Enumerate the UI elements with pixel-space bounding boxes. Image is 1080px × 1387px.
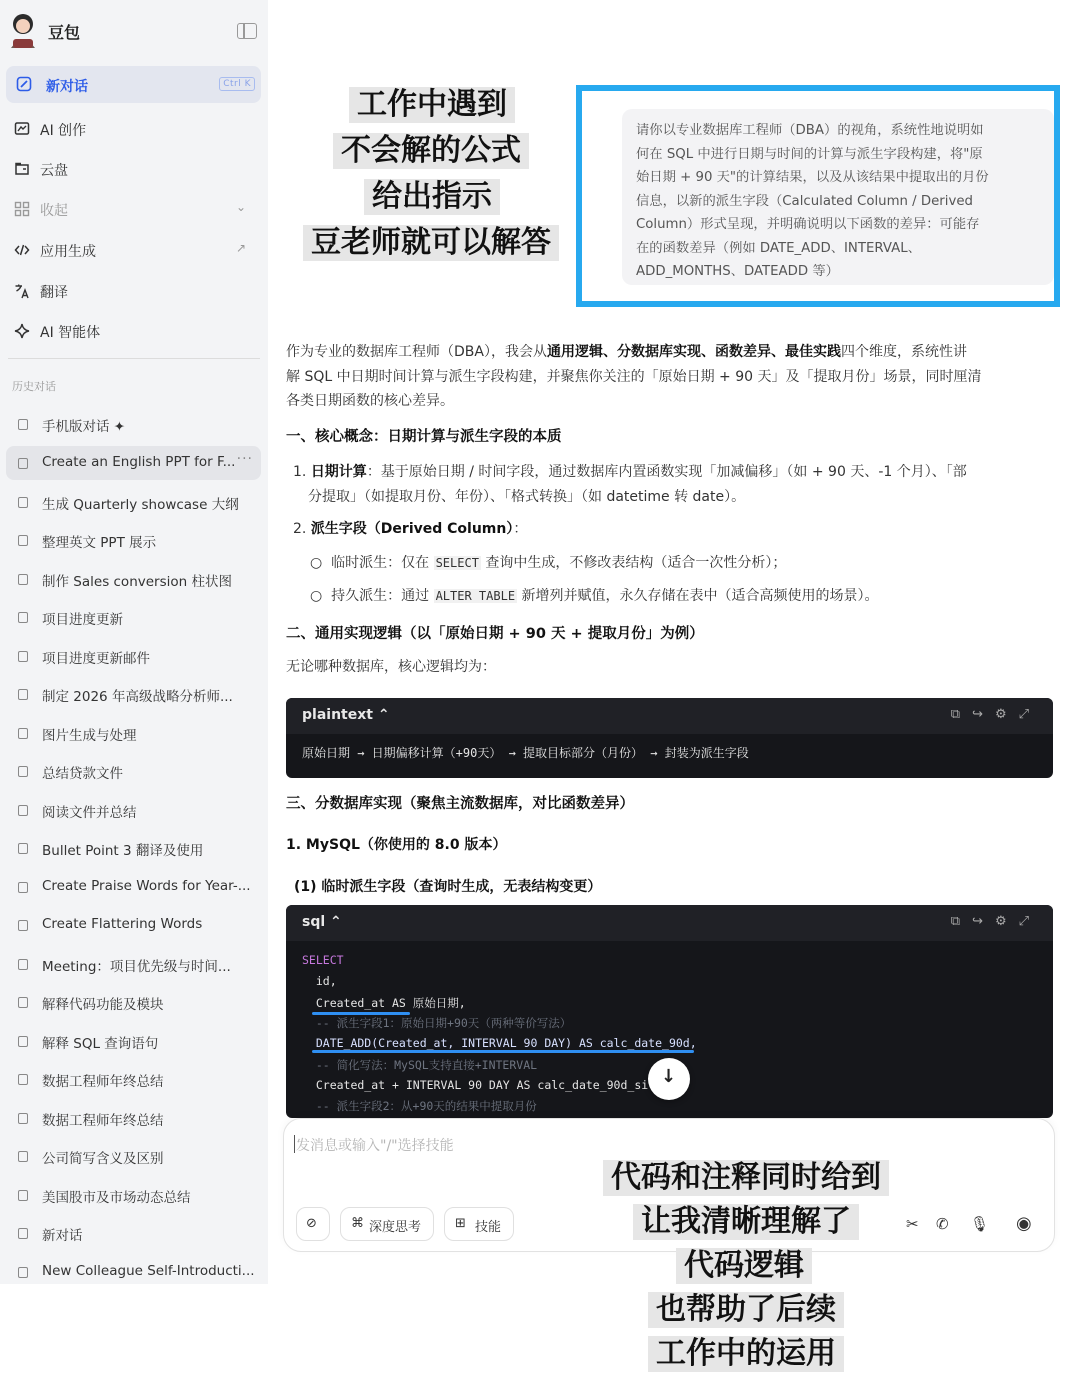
code-language[interactable]: plaintext ⌃ <box>302 707 390 723</box>
nav-label: AI 智能体 <box>40 325 101 341</box>
chat-icon <box>18 612 28 623</box>
nav-label: 云盘 <box>40 163 68 179</box>
prompt-line: ADD_MONTHS、DATEADD 等） <box>636 264 839 279</box>
code-line: 原始日期 → 日期偏移计算（+90天） → 提取目标部分（月份） → 封装为派生字段 <box>302 746 749 760</box>
history-label: 项目进度更新邮件 <box>42 651 150 667</box>
history-label: Meeting：项目优先级与时间... <box>42 959 231 975</box>
inline-code: ALTER TABLE <box>435 589 516 603</box>
ai-create-icon <box>14 121 30 137</box>
app-name: 豆包 <box>48 23 81 42</box>
overlay-caption: 代码逻辑 <box>676 1248 812 1284</box>
code-line: Created_at + INTERVAL 90 DAY AS calc_date_90d_si <box>302 1078 649 1092</box>
prompt-line: 在的函数差异（例如 DATE_ADD、INTERVAL、 <box>636 240 921 256</box>
skills-label: 技能 <box>475 1220 502 1235</box>
nav-translate[interactable] <box>0 276 268 306</box>
history-item[interactable] <box>0 1062 268 1096</box>
code-line: Created_at AS 原始日期, <box>302 996 466 1010</box>
history-label: 解释代码功能及模块 <box>42 997 164 1013</box>
inline-code: SELECT <box>435 556 479 570</box>
sidebar <box>0 0 268 1284</box>
shortcut-badge: Ctrl K <box>219 77 255 91</box>
history-item[interactable] <box>0 639 268 673</box>
history-label: Create Praise Words for Year-... <box>42 878 251 894</box>
history-item[interactable] <box>0 870 268 904</box>
skills-button[interactable] <box>444 1207 514 1241</box>
annotation-underline <box>312 1012 410 1015</box>
chat-icon <box>18 1267 28 1278</box>
overlay-caption: 工作中遇到 <box>349 87 515 123</box>
avatar[interactable] <box>8 12 38 48</box>
chat-icon <box>18 651 28 662</box>
history-label: 制作 Sales conversion 柱状图 <box>42 574 232 590</box>
history-item[interactable] <box>0 716 268 750</box>
prompt-line: 何在 SQL 中进行日期与时间的计算与派生字段构建，将"原 <box>636 146 983 162</box>
history-label: Bullet Point 3 翻译及使用 <box>42 843 204 859</box>
history-label: 图片生成与处理 <box>42 728 137 744</box>
more-icon[interactable]: ··· <box>236 451 253 467</box>
answer-intro-line: 各类日期函数的核心差异。 <box>286 393 454 409</box>
history-label: Create Flattering Words <box>42 916 203 932</box>
language-label: plaintext <box>302 707 373 723</box>
chat-icon <box>18 1074 28 1085</box>
language-label: sql <box>302 914 326 930</box>
skills-grid-icon: ⊞ <box>455 1216 466 1231</box>
annotation-underline <box>312 1050 694 1053</box>
new-chat-label: 新对话 <box>46 79 88 95</box>
nav-label: 收起 <box>40 203 68 219</box>
chat-icon <box>18 920 28 931</box>
scroll-down-button[interactable] <box>648 1058 690 1100</box>
intro-bold: 通用逻辑、分数据库实现、函数差异、最佳实践 <box>546 344 841 360</box>
history-item[interactable] <box>0 1101 268 1135</box>
edit-icon <box>16 76 32 92</box>
chat-icon <box>18 574 28 585</box>
collapse-grid-icon <box>14 201 30 217</box>
history-label: 美国股市及市场动态总结 <box>42 1190 191 1206</box>
history-item[interactable] <box>0 947 268 981</box>
chat-icon <box>18 689 28 700</box>
sub-text: 持久派生：通过 <box>331 588 434 604</box>
section-heading: 三、分数据库实现（聚焦主流数据库，对比函数差异） <box>286 796 634 812</box>
list-item-cont: 分提取」（如提取月份、年份）、「格式转换」（如 datetime 转 date）。 <box>308 489 746 505</box>
answer-intro-line: 解 SQL 中日期时间计算与派生字段构建，并聚焦你关注的「原始日期 + 90 天」及「提取月份」场景，同时厘清 <box>286 369 982 385</box>
highlight-frame <box>576 85 1060 307</box>
history-label: 阅读文件并总结 <box>42 805 137 821</box>
chat-icon <box>18 1151 28 1162</box>
code-line: SELECT <box>302 953 344 967</box>
history-item[interactable] <box>0 1216 268 1250</box>
history-item[interactable] <box>0 600 268 634</box>
code-block-header <box>286 698 1053 734</box>
attach-button[interactable] <box>296 1207 330 1241</box>
list-item: 1. 日期计算：基于原始日期 / 时间字段，通过数据库内置函数实现「加减偏移」（如 + 90 天、-1 个月）、「部 <box>293 464 967 480</box>
sub-text: 临时派生：仅在 <box>331 555 434 571</box>
nav-label: 应用生成 <box>40 244 96 260</box>
list-item: 2. 派生字段（Derived Column）： <box>293 521 528 537</box>
history-label: 项目进度更新 <box>42 612 123 628</box>
history-title: 历史对话 <box>12 380 56 393</box>
user-message <box>622 109 1054 285</box>
code-line: DATE_ADD(Created_at, INTERVAL 90 DAY) AS calc_date_90d, <box>302 1036 697 1050</box>
list-label: 派生字段（Derived Column） <box>310 521 514 537</box>
overlay-caption: 不会解的公式 <box>333 133 529 169</box>
nav-ai-create[interactable] <box>0 114 268 144</box>
code-comment: -- 派生字段1：原始日期+90天（两种等价写法） <box>302 1016 572 1030</box>
chat-icon <box>18 1228 28 1239</box>
code-line: id, <box>302 974 337 988</box>
sub-text: 查询中生成，不修改表结构（适合一次性分析）； <box>480 555 787 571</box>
deep-think-label: 深度思考 <box>369 1220 422 1235</box>
overlay-caption: 代码和注释同时给到 <box>603 1160 889 1196</box>
nav-collapse[interactable] <box>0 194 268 224</box>
sub-heading: 1. MySQL（你使用的 8.0 版本） <box>286 837 507 853</box>
history-item[interactable] <box>0 485 268 519</box>
chat-icon <box>18 728 28 739</box>
history-item[interactable] <box>0 1139 268 1173</box>
history-label: 制定 2026 年高级战略分析师... <box>42 689 233 705</box>
chat-icon <box>18 882 28 893</box>
list-label: 日期计算 <box>310 464 367 480</box>
history-item[interactable] <box>0 407 268 441</box>
divider <box>8 358 260 359</box>
code-comment: -- 派生字段2：从+90天的结果中提取月份 <box>302 1099 537 1113</box>
prompt-line: Column）形式呈现，并明确说明以下函数的差异：可能存 <box>636 217 980 232</box>
new-chat-button[interactable] <box>6 66 261 103</box>
text-caret <box>294 1135 295 1153</box>
chat-icon <box>18 419 28 430</box>
translate-icon <box>14 283 30 299</box>
history-item-active[interactable] <box>6 446 261 480</box>
overlay-caption: 豆老师就可以解答 <box>303 225 559 261</box>
chat-icon <box>18 997 28 1008</box>
history-item[interactable] <box>0 754 268 788</box>
sub-text: 新增列并赋值，永久存储在表中（适合高频使用的场景）。 <box>517 588 879 604</box>
overlay-caption: 给出指示 <box>364 179 500 215</box>
arrow-down-icon: ↓ <box>661 1066 677 1087</box>
history-label: 总结贷款文件 <box>42 766 123 782</box>
chevron-down-icon: ⌄ <box>236 200 247 214</box>
history-label: 公司简写含义及区别 <box>42 1151 164 1167</box>
sub-list-item: ○ 临时派生：仅在 SELECT 查询中生成，不修改表结构（适合一次性分析）； <box>310 555 787 571</box>
overlay-caption: 工作中的运用 <box>648 1336 844 1372</box>
phone-icon[interactable]: ✆ <box>936 1215 949 1233</box>
chat-icon <box>18 458 28 469</box>
sidebar-toggle-icon[interactable] <box>237 23 257 39</box>
history-label: 新对话 <box>42 1228 83 1244</box>
chat-icon <box>18 497 28 508</box>
chat-icon <box>18 1036 28 1047</box>
intro-text: 作为专业的数据库工程师（DBA），我会从 <box>286 344 547 360</box>
paragraph: 无论哪种数据库，核心逻辑均为： <box>286 659 496 675</box>
external-arrow-icon: ↗ <box>236 241 247 255</box>
nav-label: 翻译 <box>40 285 68 301</box>
deep-think-button[interactable] <box>340 1207 434 1241</box>
section-heading: 一、核心概念：日期计算与派生字段的本质 <box>286 429 562 445</box>
paperclip-icon: ⊘ <box>306 1216 317 1231</box>
cloud-drive-icon <box>14 161 30 177</box>
list-text: ： <box>513 521 528 537</box>
history-item[interactable] <box>0 1178 268 1212</box>
code-language[interactable]: sql ⌃ <box>302 914 342 930</box>
section-heading: 二、通用实现逻辑（以「原始日期 + 90 天 + 提取月份」为例） <box>286 626 704 642</box>
microphone-icon[interactable]: 🎙 <box>970 1215 990 1233</box>
history-item[interactable] <box>0 793 268 827</box>
chat-icon <box>18 805 28 816</box>
message-input[interactable]: 发消息或输入"/"选择技能 <box>296 1138 454 1154</box>
code-comment: -- 简化写法：MySQL支持直接+INTERVAL <box>302 1058 538 1072</box>
history-item[interactable] <box>0 677 268 711</box>
sidebar-header <box>0 0 268 60</box>
prompt-line: 信息，以新的派生字段（Calculated Column / Derived <box>636 193 973 209</box>
list-text: ：基于原始日期 / 时间字段，通过数据库内置函数实现「加减偏移」（如 + 90 天、-1 个月）、「部 <box>366 464 967 480</box>
code-tools[interactable]: ⧉↪⚙⤢ <box>950 914 1041 929</box>
history-label: New Colleague Self-Introducti... <box>42 1263 255 1279</box>
sub-sub-heading: (1) 临时派生字段（查询时生成，无表结构变更） <box>294 879 602 895</box>
history-label: 解释 SQL 查询语句 <box>42 1036 159 1052</box>
nav-label: AI 创作 <box>40 123 87 139</box>
prompt-line: 始日期 + 90 天"的计算结果，以及从该结果中提取出的月份 <box>636 170 989 185</box>
overlay-caption: 也帮助了后续 <box>648 1292 844 1328</box>
chat-icon <box>18 843 28 854</box>
overlay-caption: 让我清晰理解了 <box>633 1204 859 1240</box>
code-block-header <box>286 905 1053 941</box>
history-label: 数据工程师年终总结 <box>42 1074 164 1090</box>
history-item[interactable] <box>0 1024 268 1058</box>
chat-icon <box>18 1190 28 1201</box>
chat-icon <box>18 535 28 546</box>
code-tools[interactable]: ⧉↪⚙⤢ <box>950 707 1041 722</box>
nav-ai-agent[interactable] <box>0 316 268 346</box>
chat-icon <box>18 766 28 777</box>
code-icon <box>14 242 30 258</box>
prompt-line: 请你以专业数据库工程师（DBA）的视角，系统性地说明如 <box>636 123 984 138</box>
scissors-icon[interactable]: ✂ <box>906 1215 919 1233</box>
intro-text: 四个维度，系统性讲 <box>840 344 967 360</box>
history-label: 手机版对话 ✦ <box>42 419 126 435</box>
code-block-plaintext <box>286 698 1053 778</box>
deep-think-icon: ⌘ <box>351 1216 364 1231</box>
nav-app-generate[interactable] <box>0 235 268 265</box>
history-item[interactable] <box>0 908 268 942</box>
history-label: 数据工程师年终总结 <box>42 1113 164 1129</box>
history-label: Create an English PPT for F... <box>42 454 236 470</box>
record-stop-icon[interactable]: ◉ <box>1016 1213 1032 1234</box>
chat-icon <box>18 959 28 970</box>
history-label: 生成 Quarterly showcase 大纲 <box>42 497 239 513</box>
history-label: 整理英文 PPT 展示 <box>42 535 157 551</box>
sub-list-item: ○ 持久派生：通过 ALTER TABLE 新增列并赋值，永久存储在表中（适合高频使用的场景）。 <box>310 588 879 604</box>
answer-intro <box>286 341 967 361</box>
history-item[interactable] <box>0 831 268 865</box>
chat-icon <box>18 1113 28 1124</box>
nav-cloud-drive[interactable] <box>0 154 268 184</box>
history-item[interactable] <box>0 562 268 596</box>
history-item[interactable] <box>0 1255 268 1289</box>
history-item[interactable] <box>0 523 268 557</box>
history-item[interactable] <box>0 985 268 1019</box>
sparkle-icon <box>14 323 30 339</box>
